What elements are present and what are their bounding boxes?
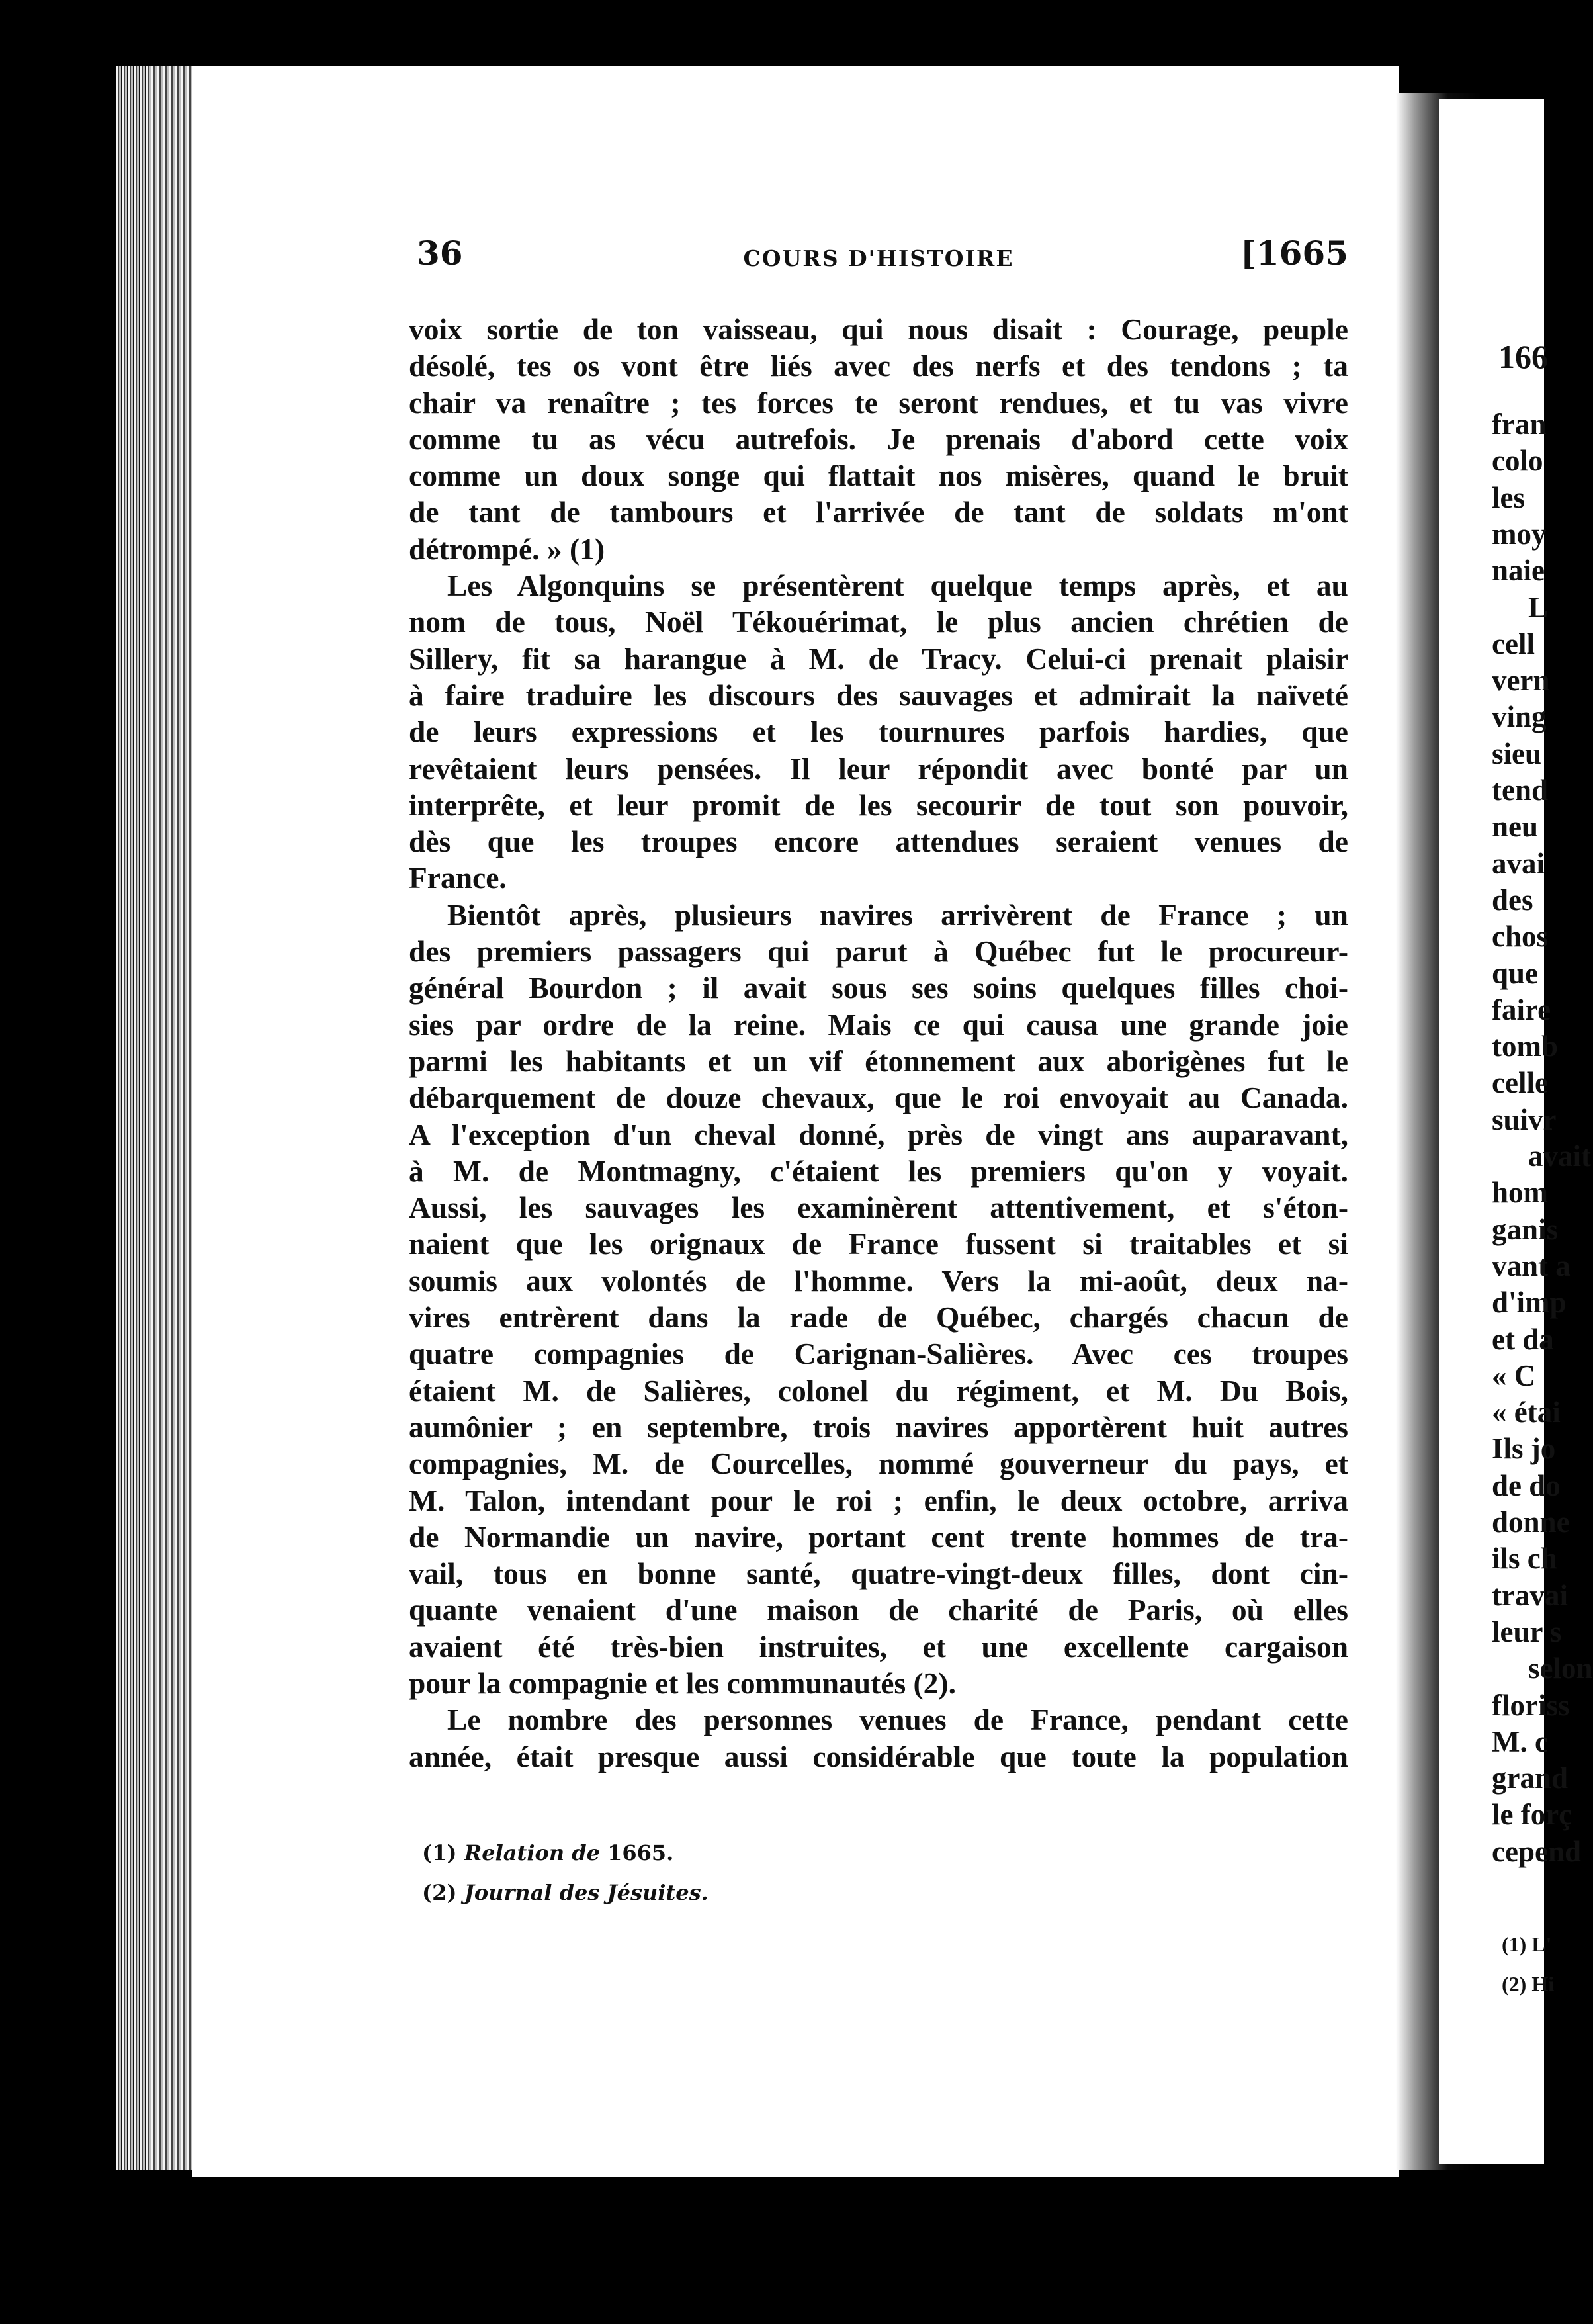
footnote-mark: (1) [422, 1840, 457, 1865]
text-line: désolé, tes os vont être liés avec des nerfs et des tendons ; ta [409, 349, 1348, 383]
running-header [409, 228, 1348, 281]
next-page-line: cell [1492, 627, 1535, 660]
next-page-line: donne [1492, 1505, 1570, 1539]
body-text [409, 311, 1348, 1775]
next-page-line: travai [1492, 1578, 1568, 1612]
next-page-line: tomb [1492, 1030, 1558, 1063]
text-line: dès que les troupes encore attendues seraient venues de [409, 825, 1348, 859]
footnote-2 [422, 1873, 1335, 1912]
next-page-footnote: (2) Hi [1502, 1972, 1555, 1996]
text-line: sies par ordre de la reine. Mais ce qui causa une grande joie [409, 1007, 1348, 1042]
text-line: débarquement de douze chevaux, que le roi envoyait au Canada. [409, 1081, 1348, 1115]
next-page-line: avait [1528, 1140, 1591, 1173]
footnote-1 [422, 1833, 1335, 1873]
next-page-line: ils ch [1492, 1542, 1557, 1576]
text-line: vires entrèrent dans la rade de Québec, chargés chacun de [409, 1300, 1348, 1335]
page-right-partial [1439, 99, 1593, 2164]
next-page-line: chos [1492, 920, 1549, 954]
text-line: voix sortie de ton vaisseau, qui nous disait : Courage, peuple [409, 312, 1348, 346]
text-line: comme tu as vécu autrefois. Je prenais d'abord cette voix [409, 422, 1348, 456]
next-page-line: avai [1492, 846, 1545, 880]
text-line: comme un doux songe qui flattait nos misères, quand le bruit [409, 459, 1348, 493]
text-line: Les Algonquins se présentèrent quelque temps après, et au [447, 568, 1348, 603]
next-page-line: floriss [1492, 1688, 1570, 1722]
next-page-line: M. c [1492, 1724, 1548, 1758]
next-page-line: grand [1492, 1762, 1569, 1795]
text-line: à M. de Montmagny, c'étaient les premiers qu'on y voyait. [409, 1153, 1348, 1188]
text-line: chair va renaître ; tes forces te seront rendues, et tu vas vivre [409, 385, 1348, 420]
text-line: Bientôt après, plusieurs navires arrivèrent de France ; un [447, 897, 1348, 932]
text-line: année, était presque aussi considérable que toute la population [409, 1739, 1348, 1773]
next-page-line: ganis [1492, 1212, 1559, 1246]
text-line: A l'exception d'un cheval donné, près de vingt ans auparavant, [409, 1117, 1348, 1151]
next-page-line: Ils jo [1492, 1432, 1556, 1466]
next-page-line: d'imp [1492, 1286, 1567, 1319]
next-page-line: faire [1492, 993, 1551, 1026]
next-page-line: cepend [1492, 1834, 1581, 1868]
next-page-line: leur s [1492, 1615, 1562, 1648]
text-line: pour la compagnie et les communautés (2). [409, 1666, 956, 1700]
footnote-year: 1665. [607, 1840, 674, 1865]
year-marker: [1665 [1240, 234, 1348, 273]
next-page-line: colo [1492, 444, 1543, 478]
text-line: compagnies, M. de Courcelles, nommé gouverneur du pays, et [409, 1447, 1348, 1481]
text-line: détrompé. » (1) [409, 531, 605, 566]
text-line: vail, tous en bonne santé, quatre-vingt-deux filles, dont cin- [409, 1556, 1348, 1591]
next-page-line: selon [1528, 1652, 1593, 1685]
next-page-line: tend [1492, 774, 1549, 807]
text-line: Aussi, les sauvages les examinèrent attentivement, et s'éton- [409, 1190, 1348, 1225]
text-line: revêtaient leurs pensées. Il leur répondit avec bonté par un [409, 751, 1348, 785]
next-page-line: sieu [1492, 737, 1542, 770]
next-page-line: « étai [1492, 1396, 1561, 1429]
text-line: M. Talon, intendant pour le roi ; enfin, le deux octobre, arriva [409, 1483, 1348, 1517]
next-page-line: vern [1492, 664, 1550, 697]
next-page-line: ving [1492, 700, 1547, 734]
text-line: de tant de tambours et l'arrivée de tant de soldats m'ont [409, 495, 1348, 529]
running-title: COURS D'HISTOIRE [743, 246, 1014, 271]
text-line: étaient M. de Salières, colonel du régiment, et M. Du Bois, [409, 1373, 1348, 1408]
text-line: quatre compagnies de Carignan-Salières. Avec ces troupes [409, 1337, 1348, 1371]
footnote-work: Relation de [464, 1840, 600, 1865]
text-line: des premiers passagers qui parut à Québec fut le procureur- [409, 934, 1348, 969]
next-page-line: L [1528, 590, 1549, 624]
text-line: France. [409, 861, 507, 895]
text-line: général Bourdon ; il avait sous ses soins quelques filles choi- [409, 971, 1348, 1005]
text-line: parmi les habitants et un vif étonnement aux aborigènes fut le [409, 1044, 1348, 1078]
footnotes [422, 1833, 1335, 1912]
next-page-line: moy [1492, 517, 1547, 551]
next-page-line: de do [1492, 1468, 1561, 1502]
next-page-footnote: (1) L' [1502, 1932, 1552, 1956]
next-page-line: des [1492, 883, 1533, 916]
next-page-header: 166 [1498, 338, 1548, 375]
next-page-line: hom [1492, 1176, 1549, 1210]
next-page-line: « C [1492, 1359, 1536, 1392]
next-page-line: les [1492, 480, 1525, 514]
text-line: soumis aux volontés de l'homme. Vers la mi-août, deux na- [409, 1263, 1348, 1298]
text-line: naient que les orignaux de France fussent si traitables et si [409, 1227, 1348, 1261]
footnote-work: Journal des Jésuites. [464, 1880, 709, 1905]
next-page-line: celle [1492, 1066, 1548, 1100]
next-page-line: et da [1492, 1322, 1554, 1356]
next-page-line: le forç [1492, 1798, 1572, 1832]
text-line: nom de tous, Noël Tékouérimat, le plus ancien chrétien de [409, 605, 1348, 639]
text-line: Sillery, fit sa harangue à M. de Tracy. Celui-ci prenait plaisir [409, 641, 1348, 676]
text-line: aumônier ; en septembre, trois navires apportèrent huit autres [409, 1409, 1348, 1444]
text-line: de leurs expressions et les tournures parfois hardies, que [409, 715, 1348, 749]
next-page-line: fran [1492, 408, 1547, 441]
text-line: Le nombre des personnes venues de France, pendant cette [447, 1703, 1348, 1737]
next-page-line: naie [1492, 554, 1545, 588]
next-page-line: suivr [1492, 1102, 1557, 1136]
next-page-line: neu [1492, 810, 1539, 844]
text-line: quante venaient d'une maison de charité de Paris, où elles [409, 1593, 1348, 1627]
text-line: à faire traduire les discours des sauvages et admirait la naïveté [409, 678, 1348, 712]
next-page-line: vant a [1492, 1249, 1571, 1282]
page-number: 36 [417, 234, 463, 273]
book-page-edges [116, 66, 195, 2170]
text-line: interprête, et leur promit de les secourir de tout son pouvoir, [409, 787, 1348, 822]
text-line: de Normandie un navire, portant cent trente hommes de tra- [409, 1519, 1348, 1554]
text-line: avaient été très-bien instruites, et une excellente cargaison [409, 1629, 1348, 1664]
next-page-line: que [1492, 956, 1539, 990]
footnote-mark: (2) [422, 1880, 457, 1905]
